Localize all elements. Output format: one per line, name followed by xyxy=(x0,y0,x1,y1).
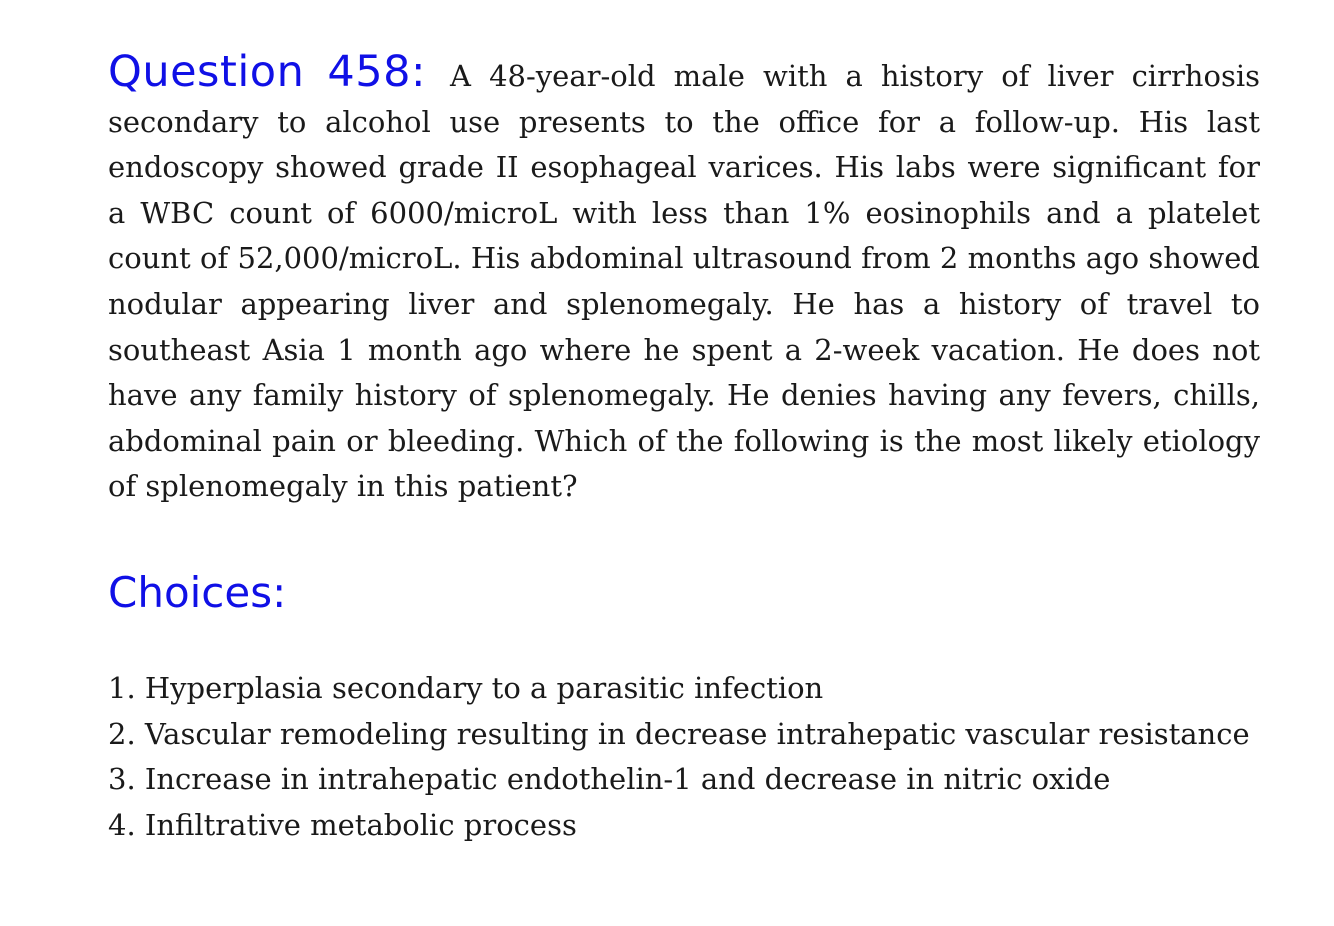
question-page xyxy=(108,47,1260,842)
choice-item-3[interactable]: 3. Increase in intrahepatic endothelin-1 and decrease in nitric oxide xyxy=(108,762,1111,797)
choice-item-4[interactable]: 4. Infiltrative metabolic process xyxy=(108,807,577,842)
choice-list xyxy=(108,666,1250,848)
question-label: Question 458: xyxy=(108,47,426,97)
question-paragraph xyxy=(108,47,1260,510)
choices-heading: Choices: xyxy=(108,568,287,617)
choice-item-2[interactable]: 2. Vascular remodeling resulting in decrease intrahepatic vascular resistance xyxy=(108,716,1250,751)
choice-item-1[interactable]: 1. Hyperplasia secondary to a parasitic infection xyxy=(108,671,824,705)
question-text: A 48-year-old male with a history of liver cirrhosis secondary to alcohol use presents to the office for a follow-up. His last endoscopy showed grade II esophageal varices. His labs were significant for a WBC count of 6000/microL with less than 1% eosinophils and a platelet count of 52,000/microL. His abdominal ultrasound from 2 months ago showed nodular appearing liver and splenomegaly. He has a history of travel to southeast Asia 1 month ago where he spent a 2-week vacation. He does not have any family history of splenomegaly. He denies having any fevers, chills, abdominal pain or bleeding. Which of the following is the most likely etiology of splenomegaly in this patient? xyxy=(108,59,1260,504)
